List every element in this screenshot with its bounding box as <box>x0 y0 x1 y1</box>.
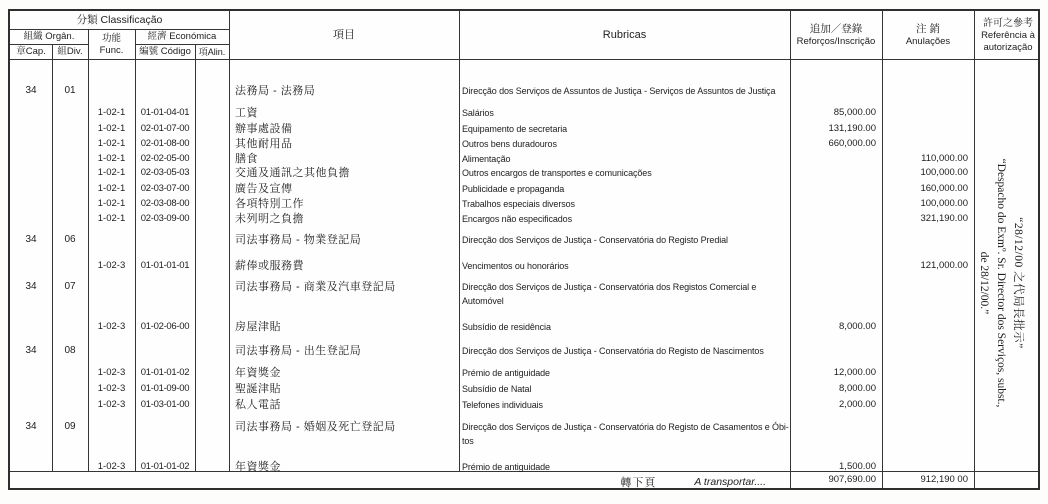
rubrica-cell <box>462 166 790 180</box>
budget-table <box>8 9 1040 490</box>
authorization-note-pt1: “Despacho do Exmº. Sr. Director dos Serviços, subst., <box>995 158 1007 408</box>
annulment-amount-cell: 100,000.00 <box>920 167 968 178</box>
reinforcements-header <box>790 11 882 59</box>
code-label: 編號 Código <box>139 45 191 57</box>
item-cell-zh: 私人電話 <box>235 399 281 411</box>
item-cell-zh: 未列明之負擔 <box>235 213 304 225</box>
function-cell: 1-02-3 <box>97 260 126 271</box>
rubrica-line2: tos <box>462 436 474 446</box>
function-cell: 1-02-1 <box>97 183 126 194</box>
rubrica-cell <box>462 366 790 380</box>
rubrica-cell <box>462 182 790 196</box>
table-row <box>10 320 1038 336</box>
code-header <box>135 44 195 59</box>
rubrica-cell <box>462 122 790 136</box>
table-row <box>10 137 1038 153</box>
rubrica-cell <box>462 106 790 120</box>
reinforcement-amount-cell: 131,190.00 <box>828 123 876 134</box>
item-cell-zh: 交通及通訊之其他負擔 <box>235 167 350 179</box>
table-row <box>10 398 1038 414</box>
code-cell: 01-01-01-01 <box>140 260 190 271</box>
reinforcements-total: 907,690.00 <box>828 474 876 485</box>
chapter-cell: 34 <box>25 421 37 432</box>
table-row <box>10 84 1038 100</box>
economic-label: 經濟 Económica <box>147 31 217 42</box>
item-cell-zh: 法務局 - 法務局 <box>235 85 316 97</box>
chapter-cell: 34 <box>25 345 37 356</box>
rubrica-cell <box>462 420 790 449</box>
reinforcement-amount-cell: 2,000.00 <box>839 399 876 410</box>
reinforcement-amount-cell: 85,000.00 <box>833 107 876 118</box>
rubrica-line1: Alimentação <box>462 154 511 164</box>
table-row <box>10 233 1038 249</box>
chapter-cell: 34 <box>25 281 37 292</box>
reinforcements-label-zh: 追加／登錄 <box>809 22 863 35</box>
code-cell: 01-02-06-00 <box>140 321 190 332</box>
table-row <box>10 259 1038 275</box>
rubrica-cell <box>462 152 790 166</box>
function-label-pt: Func. <box>99 44 124 56</box>
division-cell: 06 <box>64 234 76 245</box>
table-row <box>10 420 1038 446</box>
rubrica-cell <box>462 398 790 412</box>
rubrica-line1: Outros encargos de transportes e comunicações <box>462 168 652 178</box>
code-cell: 01-01-09-00 <box>140 383 190 394</box>
column-line <box>790 11 791 488</box>
authorization-label-pt2: autorização <box>983 41 1033 53</box>
rubrica-line1: Prémio de antiguidade <box>462 368 550 378</box>
rubrica-cell <box>462 280 790 309</box>
rubrica-cell <box>462 320 790 334</box>
rubrica-line1: Outros bens duradouros <box>462 139 557 149</box>
code-cell: 02-01-07-00 <box>140 123 190 134</box>
table-row <box>10 212 1038 228</box>
item-cell-zh: 司法事務局 - 商業及汽車登記局 <box>235 281 396 293</box>
rubrica-line1: Salários <box>462 108 494 118</box>
table-row <box>10 197 1038 213</box>
table-row <box>10 280 1038 306</box>
function-cell: 1-02-3 <box>97 461 126 472</box>
function-cell: 1-02-1 <box>97 123 126 134</box>
code-cell: 02-03-05-03 <box>140 167 190 178</box>
code-cell: 02-03-09-00 <box>140 213 190 224</box>
rubrica-cell <box>462 84 790 98</box>
item-cell-zh: 膳食 <box>235 153 258 165</box>
items-label: 項目 <box>333 28 355 41</box>
annulments-label-zh: 注 銷 <box>916 22 940 35</box>
item-cell-zh: 司法事務局 - 出生登記局 <box>235 345 362 357</box>
carry-over-row <box>10 471 1038 492</box>
rubrica-cell <box>462 382 790 396</box>
division-cell: 09 <box>64 421 76 432</box>
division-cell: 07 <box>64 281 76 292</box>
column-line <box>882 11 883 488</box>
reinforcement-amount-cell: 8,000.00 <box>839 321 876 332</box>
rubrica-line1: Direcção dos Serviços de Assuntos de Justiça - Serviços de Assuntos de Justiça <box>462 86 776 96</box>
table-row <box>10 122 1038 138</box>
function-cell: 1-02-3 <box>97 367 126 378</box>
rubrica-line1: Publicidade e propaganda <box>462 184 565 194</box>
code-cell: 01-01-04-01 <box>140 107 190 118</box>
classification-label: 分類 Classificação <box>76 13 163 26</box>
annulments-total: 912,190 00 <box>920 474 968 485</box>
item-cell-zh: 各項特別工作 <box>235 198 304 210</box>
authorization-label-zh: 許可之參考 <box>983 17 1033 29</box>
carry-over-label-pt: A transportar.... <box>694 475 766 488</box>
code-cell: 02-01-08-00 <box>140 138 190 149</box>
code-cell: 02-03-07-00 <box>140 183 190 194</box>
annulment-amount-cell: 110,000.00 <box>921 153 968 164</box>
item-cell-zh: 年資獎金 <box>235 367 281 379</box>
chapter-header <box>10 44 52 59</box>
code-cell: 02-02-05-00 <box>140 153 190 164</box>
authorization-note <box>974 98 1026 468</box>
table-row <box>10 106 1038 122</box>
header-bottom-line <box>10 59 1038 60</box>
reinforcements-label-pt: Reforços/Inscrição <box>796 35 876 47</box>
rubrica-line1: Encargos não especificados <box>462 214 572 224</box>
authorization-label-pt1: Referência à <box>981 29 1035 41</box>
item-cell-zh: 薪俸或服務費 <box>235 260 304 272</box>
rubrica-cell <box>462 137 790 151</box>
rubrica-line1: Direcção dos Serviços de Justiça - Conservatória do Registo de Casamentos e Óbi- <box>462 422 789 432</box>
reinforcement-amount-cell: 660,000.00 <box>828 138 876 149</box>
rubrica-cell <box>462 233 790 247</box>
division-header <box>52 44 88 59</box>
table-row <box>10 382 1038 398</box>
function-cell: 1-02-1 <box>97 167 126 178</box>
item-cell-zh: 年資獎金 <box>235 461 281 473</box>
table-row <box>10 166 1038 182</box>
function-cell: 1-02-1 <box>97 198 126 209</box>
rubrica-line1: Subsídio de residência <box>462 322 551 332</box>
reinforcement-amount-cell: 1,500.00 <box>839 461 876 472</box>
table-row <box>10 182 1038 198</box>
function-cell: 1-02-1 <box>97 213 126 224</box>
division-cell: 01 <box>64 85 76 96</box>
item-cell-zh: 房屋津貼 <box>235 321 281 333</box>
rubrica-line1: Telefones individuais <box>462 400 543 410</box>
code-cell: 01-01-01-02 <box>140 461 190 472</box>
function-cell: 1-02-1 <box>97 138 126 149</box>
economic-header <box>135 29 229 44</box>
item-cell-zh: 其他耐用品 <box>235 138 293 150</box>
chapter-cell: 34 <box>25 234 37 245</box>
reinforcement-amount-cell: 8,000.00 <box>839 383 876 394</box>
reinforcement-amount-cell: 12,000.00 <box>833 367 876 378</box>
organ-label: 組織 Orgân. <box>23 31 75 42</box>
annulment-amount-cell: 100,000.00 <box>920 198 968 209</box>
item-cell-zh: 廣告及宣傳 <box>235 183 293 195</box>
rubrica-cell <box>462 197 790 211</box>
item-cell-zh: 辦事處設備 <box>235 123 293 135</box>
carry-over-label-zh: 轉下頁 <box>620 476 657 489</box>
rubrica-line1: Trabalhos especiais diversos <box>462 199 575 209</box>
code-cell: 02-03-08-00 <box>140 198 190 209</box>
rubrica-line1: Equipamento de secretaria <box>462 124 568 134</box>
rubrica-cell <box>462 259 790 273</box>
classification-header <box>10 11 229 29</box>
authorization-note-pt2: de 28/12/00.” <box>978 251 990 315</box>
annulment-amount-cell: 160,000.00 <box>920 183 968 194</box>
rubrica-line1: Prémio de antiguidade <box>462 462 550 472</box>
rubrica-line1: Vencimentos ou honorários <box>462 261 569 271</box>
chapter-cell: 34 <box>25 85 37 96</box>
alinea-label: 項Alin. <box>198 46 226 57</box>
rubricas-header <box>459 11 790 59</box>
code-cell: 01-03-01-00 <box>140 399 190 410</box>
function-cell: 1-02-3 <box>97 399 126 410</box>
item-cell-zh: 聖誕津貼 <box>235 383 281 395</box>
rubrica-line1: Direcção dos Serviços de Justiça - Conservatória dos Registos Comercial e <box>462 282 757 292</box>
rubrica-cell <box>462 212 790 226</box>
rubrica-cell <box>462 344 790 358</box>
annulment-amount-cell: 321,190.00 <box>920 213 968 224</box>
organ-header <box>10 29 88 44</box>
rubrica-line2: Automóvel <box>462 296 504 306</box>
annulments-label-pt: Anulações <box>905 35 951 47</box>
table-row <box>10 344 1038 360</box>
rubricas-label: Rubricas <box>602 29 647 41</box>
rubrica-line1: Direcção dos Serviços de Justiça - Conservatória do Registo Predial <box>462 235 728 245</box>
code-cell: 01-01-01-02 <box>140 367 190 378</box>
function-header <box>88 29 135 59</box>
item-cell-zh: 司法事務局 - 物業登記局 <box>235 234 362 246</box>
carry-over-label <box>10 471 778 492</box>
item-cell-zh: 工資 <box>235 107 258 119</box>
authorization-note-zh: “28/12/00 之代局長批示” <box>1012 217 1024 349</box>
authorization-reference-header <box>974 11 1042 59</box>
function-cell: 1-02-1 <box>97 107 126 118</box>
annulment-amount-cell: 121,000.00 <box>920 260 968 271</box>
division-cell: 08 <box>64 345 76 356</box>
item-cell-zh: 司法事務局 - 婚姻及死亡登記局 <box>235 421 396 433</box>
chapter-label: 章Cap. <box>16 45 46 57</box>
rubrica-line1: Direcção dos Serviços de Justiça - Conservatória do Registo de Nascimentos <box>462 346 764 356</box>
function-cell: 1-02-3 <box>97 321 126 332</box>
alinea-header <box>195 44 229 59</box>
items-header <box>229 11 459 59</box>
function-cell: 1-02-3 <box>97 383 126 394</box>
division-label: 組Div. <box>57 45 83 57</box>
table-row <box>10 366 1038 382</box>
function-cell: 1-02-1 <box>97 153 126 164</box>
annulments-header <box>882 11 974 59</box>
rubrica-line1: Subsídio de Natal <box>462 384 532 394</box>
function-label-zh: 功能 <box>101 32 121 44</box>
